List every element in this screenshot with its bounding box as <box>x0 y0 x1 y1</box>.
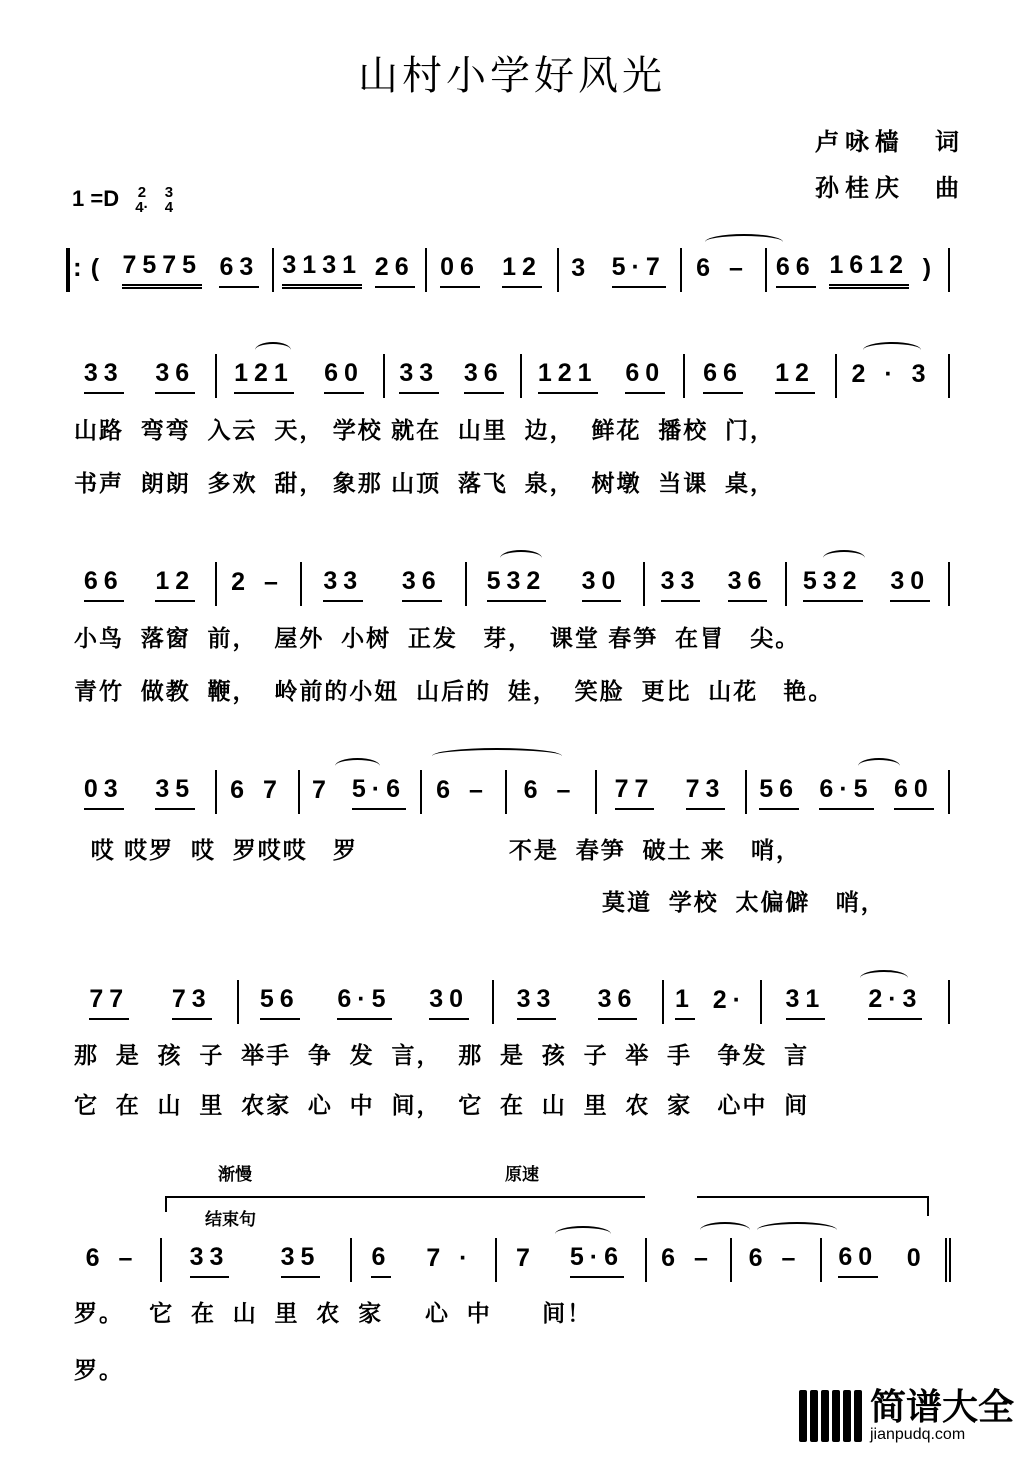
note-group: 36 <box>155 359 195 394</box>
ending-bracket <box>697 1196 929 1216</box>
bar-line <box>948 248 950 292</box>
note-group: 12 <box>775 359 815 394</box>
slur-mark <box>432 748 562 764</box>
note-group: 63 <box>219 253 259 288</box>
lyric-line: 小鸟 落窗 前， 屋外 小树 正发 芽， 课堂 春笋 在冒 尖。 <box>74 625 801 651</box>
note-group: 30 <box>582 567 622 602</box>
note-group: 3 <box>571 253 592 282</box>
ts-bottom: 4 <box>164 199 174 216</box>
measure <box>429 248 553 292</box>
note-group: 35 <box>281 1243 321 1278</box>
bar-line <box>785 562 787 606</box>
bar-line <box>948 354 950 398</box>
measure <box>524 354 679 398</box>
measure <box>647 562 781 606</box>
measure <box>302 770 416 814</box>
lyric-line: 山路 弯弯 入云 天， 学校 就在 山里 边， 鲜花 播校 门， <box>74 417 776 443</box>
bar-line <box>948 562 950 606</box>
ts-bottom: 4· <box>135 199 149 216</box>
note-group: 33 <box>190 1243 230 1278</box>
note-group: 7575 <box>122 251 202 289</box>
measure <box>68 980 233 1024</box>
note-group: 31 <box>786 985 826 1020</box>
measure <box>684 248 761 292</box>
note-group: 7 <box>311 775 332 804</box>
bar-line <box>680 248 682 292</box>
measure <box>687 354 831 398</box>
watermark-name: 简谱大全 <box>869 1386 1014 1427</box>
ending-marking: 结束句 <box>205 1210 256 1229</box>
note-group: ( <box>90 253 106 282</box>
note-group: 121 <box>234 359 294 394</box>
ts-top: 2 <box>137 184 147 201</box>
note-group: 6 – <box>748 1243 802 1272</box>
measure <box>824 1238 941 1282</box>
note-group: 77 <box>615 775 655 810</box>
bar-line <box>745 770 747 814</box>
lyricist: 卢咏樯 词 <box>815 129 965 156</box>
measure <box>561 248 676 292</box>
bar-line <box>465 562 467 606</box>
measure <box>387 354 516 398</box>
bar-line <box>945 1238 957 1282</box>
bar-line <box>835 354 837 398</box>
bar-line <box>350 1238 352 1282</box>
note-group: 0 <box>906 1243 927 1272</box>
bar-line <box>492 980 494 1024</box>
measure <box>219 562 296 606</box>
measure <box>839 354 944 398</box>
note-group: 36 <box>402 567 442 602</box>
bar-line <box>948 980 950 1024</box>
bar-line <box>520 354 522 398</box>
bar-line <box>820 1238 822 1282</box>
note-group: 56 <box>260 985 300 1020</box>
bar-line <box>215 562 217 606</box>
ending-bracket <box>165 1196 645 1212</box>
note-group: 6 – <box>523 775 577 804</box>
measure <box>68 562 211 606</box>
bar-line <box>272 248 274 292</box>
note-group: 5·6 <box>570 1243 624 1278</box>
ts-top: 3 <box>164 184 174 201</box>
note-group: 33 <box>84 359 124 394</box>
notation-row <box>0 354 1024 398</box>
notation-row <box>0 980 1024 1024</box>
note-group: 5·6 <box>352 775 406 810</box>
lyric-line: 罗。 <box>74 1357 124 1383</box>
measure <box>276 248 421 292</box>
bar-line <box>765 248 767 292</box>
lyric-line: 莫道 学校 太偏僻 哨， <box>602 889 886 915</box>
lyric-line: 罗。 它 在 山 里 农 家 心 中 间！ <box>74 1300 593 1326</box>
measure <box>68 354 211 398</box>
note-group: 6·5 <box>337 985 391 1020</box>
watermark-url: jianpudq.com <box>869 1426 966 1443</box>
composer: 孙桂庆 曲 <box>815 175 965 202</box>
note-group: 121 <box>538 359 598 394</box>
watermark-logo <box>799 1388 1014 1444</box>
bar-line <box>505 770 507 814</box>
slur-mark <box>335 758 380 774</box>
note-group: 33 <box>517 985 557 1020</box>
note-group: 60 <box>894 775 934 810</box>
lyric-line: 青竹 做教 鞭， 岭前的小妞 山后的 娃， 笑脸 更比 山花 艳。 <box>74 678 834 704</box>
note-group: 3131 <box>282 251 362 289</box>
lyric-line: 书声 朗朗 多欢 甜， 象那 山顶 落飞 泉， 树墩 当课 桌， <box>74 470 776 496</box>
bar-line <box>383 354 385 398</box>
note-group: 2·3 <box>868 985 922 1020</box>
measure <box>424 770 501 814</box>
lyric-line: 它 在 山 里 农家 心 中 间， 它 在 山 里 农 家 心中 间 <box>74 1092 810 1118</box>
bar-line <box>425 248 427 292</box>
note-group: 6 <box>371 1243 391 1278</box>
slur-mark <box>700 1222 750 1238</box>
note-group: 532 <box>803 567 863 602</box>
time-signature-2 <box>165 185 173 215</box>
slur-mark <box>500 550 542 566</box>
note-group: 30 <box>890 567 930 602</box>
time-signature-1 <box>135 185 148 215</box>
note-group: 60 <box>838 1243 878 1278</box>
slur-mark <box>757 1222 837 1238</box>
measure <box>789 562 944 606</box>
note-group: 73 <box>172 985 212 1020</box>
bar-line <box>760 980 762 1024</box>
slur-mark <box>860 970 908 986</box>
measure <box>499 1238 641 1282</box>
bar-line <box>948 770 950 814</box>
notation-row <box>0 770 1024 814</box>
note-group: 77 <box>89 985 129 1020</box>
note-group: ) <box>922 253 938 282</box>
bar-line <box>298 770 300 814</box>
measure <box>164 1238 346 1282</box>
note-group: 12 <box>155 567 195 602</box>
measure <box>241 980 488 1024</box>
measure <box>764 980 944 1024</box>
note-group: 7 <box>515 1243 536 1272</box>
a-tempo-marking: 原速 <box>505 1165 539 1184</box>
note-group: 532 <box>487 567 547 602</box>
note-group: 2 – <box>231 567 284 596</box>
note-group: 06 <box>440 253 480 288</box>
bar-line <box>730 1238 732 1282</box>
bar-line <box>237 980 239 1024</box>
bar-line <box>643 562 645 606</box>
measure <box>666 980 756 1024</box>
key-signature <box>72 185 173 215</box>
repeat-start-sign <box>66 248 82 292</box>
note-group: 73 <box>686 775 726 810</box>
rit-marking: 渐慢 <box>218 1165 252 1184</box>
piano-keys-icon <box>799 1390 862 1442</box>
measure <box>599 770 741 814</box>
note-group: 5·7 <box>612 253 666 288</box>
slur-mark <box>555 1226 611 1242</box>
bar-line <box>595 770 597 814</box>
note-group: 6 – <box>85 1243 139 1272</box>
note-group: 6 7 <box>230 775 283 804</box>
measure <box>68 770 211 814</box>
bar-line <box>557 248 559 292</box>
note-group: 1 <box>675 985 695 1020</box>
note-group: 7 · <box>426 1243 474 1272</box>
bar-line <box>420 770 422 814</box>
note-group: 6 – <box>696 253 749 282</box>
note-group: 2· <box>712 985 748 1014</box>
note-group: 36 <box>728 567 768 602</box>
slur-mark <box>255 342 291 358</box>
slur-mark <box>823 550 865 566</box>
bar-line <box>300 562 302 606</box>
note-group: 66 <box>84 567 124 602</box>
measure <box>219 354 379 398</box>
song-title: 山村小学好风光 <box>358 54 666 98</box>
note-group: 36 <box>598 985 638 1020</box>
bar-line <box>683 354 685 398</box>
note-group: 36 <box>464 359 504 394</box>
measure <box>749 770 944 814</box>
measure <box>82 248 268 292</box>
measure <box>219 770 294 814</box>
bar-line <box>215 770 217 814</box>
note-group: 33 <box>399 359 439 394</box>
slur-mark <box>705 234 783 250</box>
note-group: 66 <box>776 253 816 288</box>
bar-line <box>160 1238 162 1282</box>
note-group: 1612 <box>829 251 909 289</box>
note-group: 35 <box>155 775 195 810</box>
note-group: 33 <box>661 567 701 602</box>
measure <box>304 562 461 606</box>
notation-row <box>0 248 1024 292</box>
note-group: 6·5 <box>819 775 873 810</box>
note-group: 6 – <box>436 775 489 804</box>
key-label: 1 =D <box>72 185 120 211</box>
note-group: 30 <box>429 985 469 1020</box>
lyric-line: 哎 哎罗 哎 罗哎哎 罗 不是 春笋 破土 来 哨， <box>74 837 802 863</box>
slur-mark <box>863 342 921 358</box>
note-group: 33 <box>323 567 363 602</box>
bar-line <box>215 354 217 398</box>
measure <box>354 1238 491 1282</box>
note-group: 26 <box>375 253 415 288</box>
measure <box>769 248 944 292</box>
bar-line <box>662 980 664 1024</box>
bar-line <box>645 1238 647 1282</box>
note-group: 60 <box>625 359 665 394</box>
measure <box>68 1238 156 1282</box>
note-group: 2 · 3 <box>851 359 932 388</box>
bar-line <box>495 1238 497 1282</box>
notation-row <box>0 1238 1024 1282</box>
notation-row <box>0 562 1024 606</box>
measure <box>469 562 639 606</box>
slur-mark <box>858 758 900 774</box>
note-group: 03 <box>84 775 124 810</box>
note-group: 66 <box>703 359 743 394</box>
note-group: 6 – <box>661 1243 714 1272</box>
note-group: 60 <box>324 359 364 394</box>
lyric-line: 那 是 孩 子 举手 争 发 言， 那 是 孩 子 举 手 争发 言 <box>74 1042 810 1068</box>
measure <box>496 980 658 1024</box>
measure <box>649 1238 726 1282</box>
measure <box>734 1238 816 1282</box>
measure <box>509 770 591 814</box>
note-group: 12 <box>502 253 542 288</box>
note-group: 56 <box>759 775 799 810</box>
